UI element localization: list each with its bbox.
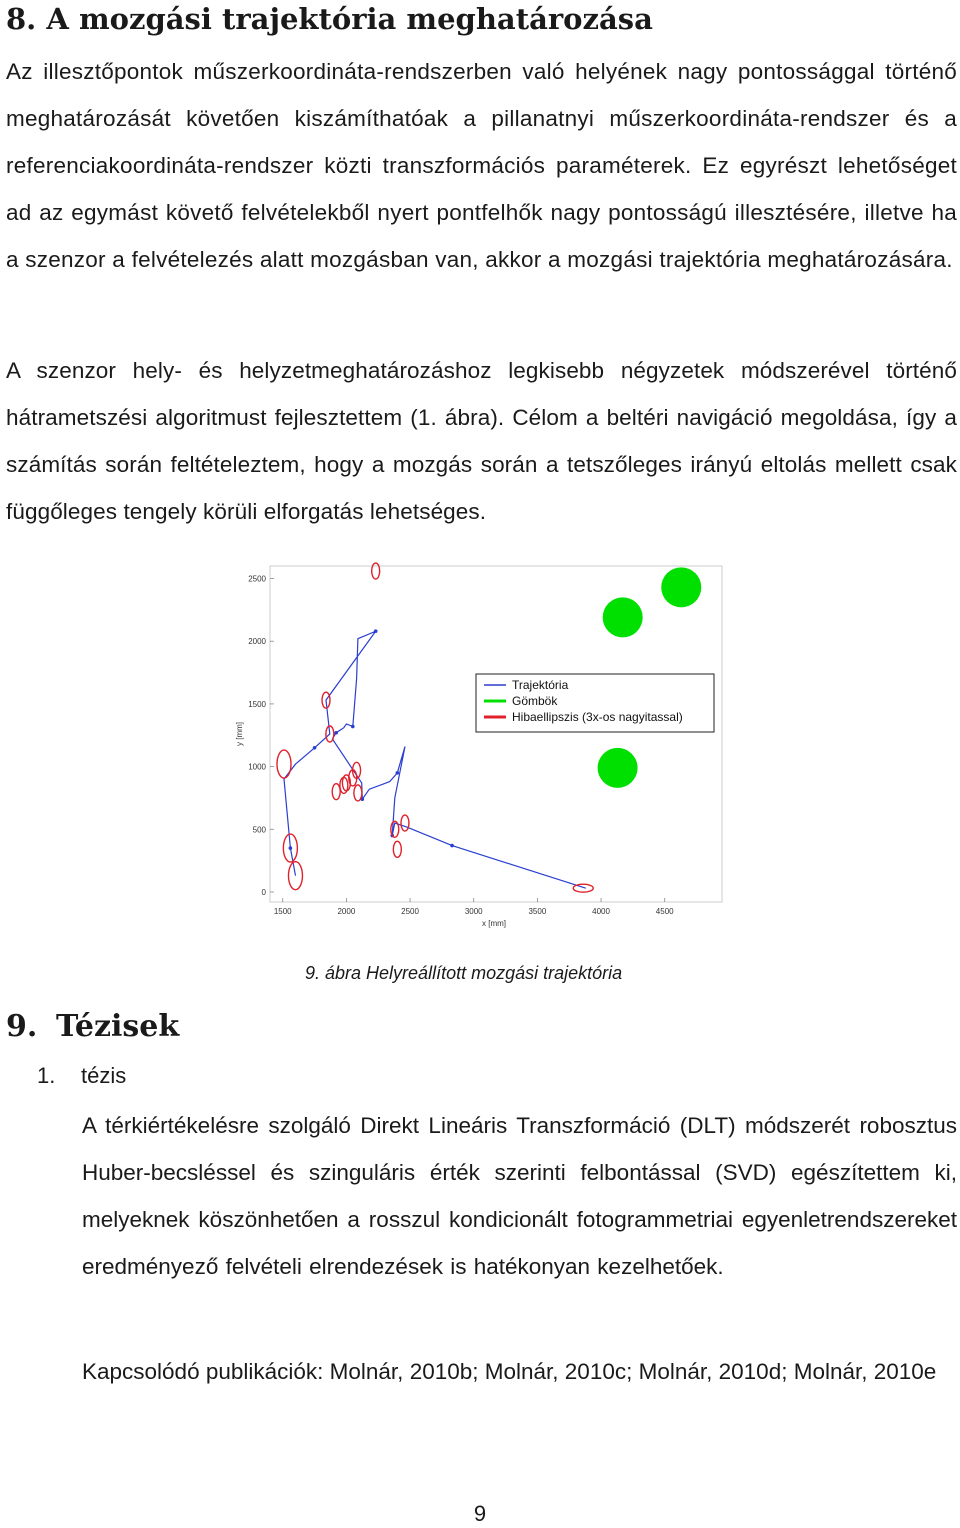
paragraph-publications: Kapcsolódó publikációk: Molnár, 2010b; Molnár, 2010c; Molnár, 2010d; Molnár, 2010e <box>82 1359 937 1384</box>
y-tick-label: 2500 <box>248 574 266 584</box>
x-tick-label: 1500 <box>273 907 292 916</box>
x-tick-label: 2500 <box>401 907 419 916</box>
y-tick-label: 2000 <box>248 637 266 647</box>
trajectory-point <box>374 629 378 633</box>
thesis-number: 1. <box>37 1063 56 1088</box>
plot-frame <box>270 566 722 902</box>
y-tick-label: 0 <box>261 887 266 897</box>
legend-label-trajectory: Trajektória <box>512 678 569 692</box>
trajectory-point <box>289 846 293 850</box>
thesis-heading <box>37 1063 126 1089</box>
legend-label-ellipse: Hibaellipszis (3x-os nagyitassal) <box>512 710 683 724</box>
y-tick-label: 500 <box>252 825 266 835</box>
x-tick-label: 3500 <box>528 907 547 916</box>
section-number: 8. <box>6 2 37 36</box>
figure-caption: 9. ábra Helyreállított mozgási trajektória <box>305 963 623 983</box>
y-axis-label: y [mm] <box>235 722 244 746</box>
trajectory-point <box>334 731 338 735</box>
trajectory-point <box>450 844 454 848</box>
sphere-marker <box>603 597 643 637</box>
x-tick-label: 3000 <box>464 907 483 916</box>
thesis-label: tézis <box>81 1063 127 1088</box>
trajectory-point <box>396 771 400 775</box>
x-tick-label: 4500 <box>655 907 674 916</box>
paragraph-algorithm: A szenzor hely- és helyzetmeghatározáshoz legkisebb négyzetek módszerével történő hátrametszési algoritmust fejlesztettem (1. ábra). Célom a beltéri navigáció megoldása, így a számítás során feltételeztem, hogy a mozgás során a tetszőleges irányú eltolás mellett csak függőleges tengely körüli elforgatás lehetséges. <box>6 358 957 524</box>
section-title: A mozgási trajektória meghatározása <box>46 2 653 36</box>
x-axis-label: x [mm] <box>482 919 506 928</box>
trajectory-plot <box>230 560 730 938</box>
section-title: Tézisek <box>56 1009 180 1044</box>
sphere-marker <box>661 567 701 607</box>
x-tick-label: 4000 <box>592 907 610 916</box>
section-heading-8 <box>6 0 653 38</box>
trajectory-figure <box>230 560 730 938</box>
legend <box>476 674 714 732</box>
section-heading-9 <box>6 1007 179 1047</box>
y-tick-label: 1500 <box>248 699 266 709</box>
paragraph-thesis: A térkiértékelésre szolgáló Direkt Lineáris Transzformáció (DLT) módszerét robosztus Huber-becsléssel és szinguláris érték szerinti felbontással (SVD) egészítettem ki, melyeknek köszönhetően a rosszul kondicionált fotogrammetriai egyenletrendszereket eredményező felvételi elrendezések is hatékonyan kezelhetőek. <box>82 1113 957 1279</box>
page-number: 9 <box>473 1501 487 1526</box>
x-tick-label: 2000 <box>337 907 356 916</box>
paragraph-intro: Az illesztőpontok műszerkoordináta-rendszerben való helyének nagy pontossággal történő meghatározását követően kiszámíthatóak a pillanatnyi műszerkoordináta-rendszer és a referenciakoordináta-rendszer közti transzformációs paraméterek. Ez egyrészt lehetőséget ad az egymást követő felvételekből nyert pontfelhők nagy pontosságú illesztésére, illetve ha a szenzor a felvételezés alatt mozgásban van, akkor a mozgási trajektória meghatározására. <box>6 59 957 272</box>
y-tick-label: 1000 <box>248 762 266 772</box>
sphere-marker <box>598 748 638 788</box>
legend-label-spheres: Gömbök <box>512 694 558 708</box>
trajectory-point <box>351 725 355 729</box>
trajectory-point <box>313 746 317 750</box>
section-number: 9. <box>6 1009 38 1044</box>
